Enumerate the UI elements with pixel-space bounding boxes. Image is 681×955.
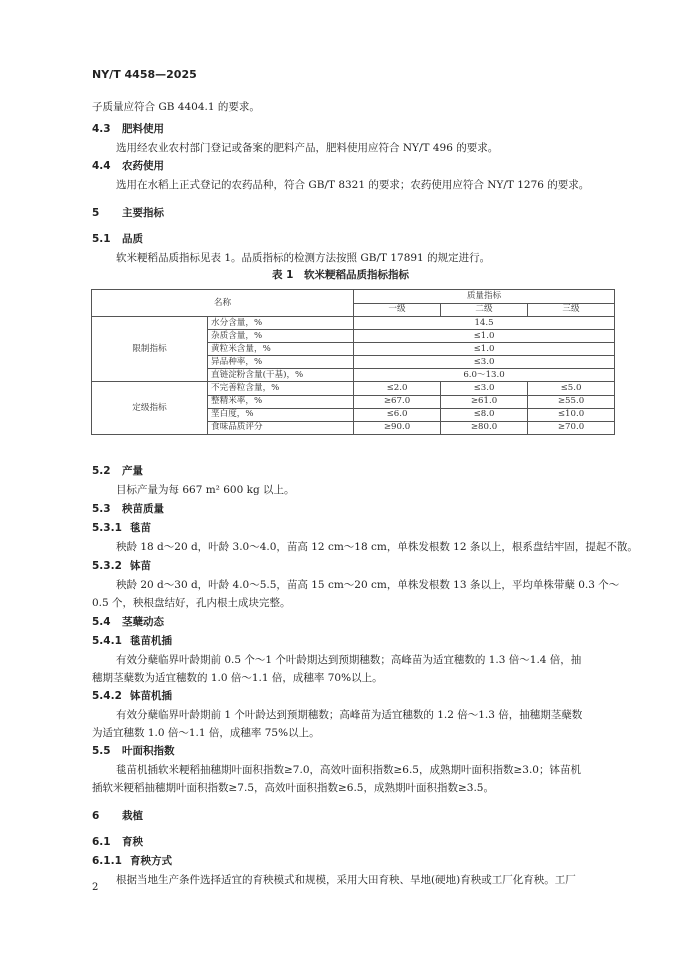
paragraph-line: 有效分蘖临界叶龄期前 0.5 个～1 个叶龄期达到预期穗数；高峰苗为适宜穗数的 1.3 倍～1.4 倍，抽 (116, 654, 582, 666)
indicator-name-cell: 不完善粒含量，% (208, 382, 354, 395)
indicator-value-cell: ≥55.0 (528, 395, 615, 408)
section-title: 育秧 (122, 836, 143, 848)
section-title: 毯苗 (130, 522, 151, 534)
section-number: 5.3.2 (92, 560, 122, 572)
header-name-cell: 名称 (92, 290, 354, 317)
indicator-value-cell: 6.0～13.0 (354, 369, 615, 382)
section-heading-5-2 (92, 463, 143, 478)
indicator-value-cell: ≥61.0 (441, 395, 528, 408)
header-grade-cell: 三级 (528, 303, 615, 317)
indicator-value-cell: ≤3.0 (354, 356, 615, 369)
section-heading-4-3 (92, 121, 164, 136)
section-number: 5.3 (92, 503, 111, 515)
indicator-value-cell: 14.5 (354, 317, 615, 330)
paragraph-line: 软米粳稻品质指标见表 1。品质指标的检测方法按照 GB/T 17891 的规定进行。 (116, 252, 491, 264)
section-title: 农药使用 (122, 160, 164, 172)
header-grade-cell: 二级 (441, 303, 528, 317)
section-number: 4.3 (92, 123, 111, 135)
paragraph-line: 毯苗机插软米粳稻抽穗期叶面积指数≥7.0，高效叶面积指数≥6.5，成熟期叶面积指数≥3.0；钵苗机 (116, 764, 581, 776)
indicator-value-cell: ≤6.0 (354, 408, 441, 421)
group-label-cell: 定级指标 (92, 382, 208, 434)
indicator-value-cell: ≤2.0 (354, 382, 441, 395)
section-heading-5-4 (92, 614, 164, 629)
paragraph-line: 0.5 个，秧根盘结好，孔内根土成块完整。 (92, 597, 291, 609)
section-number: 6.1.1 (92, 855, 122, 867)
section-heading-6-1 (92, 834, 143, 849)
paragraph-line: 目标产量为每 667 m² 600 kg 以上。 (116, 484, 295, 496)
section-heading-6-1-1 (92, 853, 172, 868)
section-number: 5.3.1 (92, 522, 122, 534)
section-heading-5-3 (92, 501, 164, 516)
paragraph-line: 选用经农业农村部门登记或备案的肥料产品，肥料使用应符合 NY/T 496 的要求。 (116, 142, 499, 154)
section-title: 栽植 (122, 810, 143, 822)
section-title: 产量 (122, 465, 143, 477)
section-number: 5.2 (92, 465, 111, 477)
section-number: 6 (92, 810, 100, 822)
section-number: 4.4 (92, 160, 111, 172)
section-title: 钵苗机插 (130, 690, 172, 702)
indicator-value-cell: ≤1.0 (354, 343, 615, 356)
indicator-value-cell: ≤8.0 (441, 408, 528, 421)
indicator-value-cell: ≥80.0 (441, 421, 528, 434)
section-title: 秧苗质量 (122, 503, 164, 515)
indicator-name-cell: 水分含量，% (208, 317, 354, 330)
section-heading-4-4 (92, 158, 164, 173)
section-number: 5 (92, 207, 100, 219)
section-title: 主要指标 (122, 207, 164, 219)
indicator-value-cell: ≤5.0 (528, 382, 615, 395)
paragraph-line: 秧龄 18 d～20 d，叶龄 3.0～4.0，苗高 12 cm～18 cm，单株发根数 12 条以上，根系盘结牢固，提起不散。 (116, 541, 638, 553)
section-title: 钵苗 (130, 560, 151, 572)
section-number: 5.5 (92, 745, 111, 757)
indicator-value-cell: ≤10.0 (528, 408, 615, 421)
table-row (92, 317, 615, 330)
indicator-value-cell: ≥67.0 (354, 395, 441, 408)
paragraph-line: 插软米粳稻抽穗期叶面积指数≥7.5，高效叶面积指数≥6.5，成熟期叶面积指数≥3.5。 (92, 782, 494, 794)
section-heading-5-3-2 (92, 558, 151, 573)
paragraph-line: 选用在水稻上正式登记的农药品种，符合 GB/T 8321 的要求；农药使用应符合 NY/T 1276 的要求。 (116, 179, 590, 191)
page-number: 2 (92, 882, 99, 893)
section-heading-5-5 (92, 743, 175, 758)
indicator-name-cell: 异品种率，% (208, 356, 354, 369)
table-row (92, 382, 615, 395)
section-number: 5.1 (92, 233, 111, 245)
paragraph-line: 秧龄 20 d～30 d，叶龄 4.0～5.5，苗高 15 cm～20 cm，单株发根数 13 条以上，平均单株带蘖 0.3 个～ (116, 579, 620, 591)
section-title: 叶面积指数 (122, 745, 175, 757)
indicator-value-cell: ≤1.0 (354, 330, 615, 343)
section-heading-5-1 (92, 231, 143, 246)
indicator-value-cell: ≥90.0 (354, 421, 441, 434)
section-heading-6 (92, 808, 143, 823)
section-number: 5.4.2 (92, 690, 122, 702)
indicator-value-cell: ≥70.0 (528, 421, 615, 434)
quality-index-table (91, 289, 615, 435)
paragraph-line: 为适宜穗数 1.0 倍～1.1 倍，成穗率 75%以上。 (92, 727, 320, 739)
header-quality-cell: 质量指标 (354, 290, 615, 304)
indicator-name-cell: 垩白度，% (208, 408, 354, 421)
table-caption: 表 1 软米粳稻品质指标指标 (272, 269, 409, 281)
paragraph-line: 穗期茎蘖数为适宜穗数的 1.0 倍～1.1 倍，成穗率 70%以上。 (92, 672, 383, 684)
indicator-name-cell: 杂质含量，% (208, 330, 354, 343)
section-heading-5-4-2 (92, 688, 172, 703)
paragraph-line: 子质量应符合 GB 4404.1 的要求。 (92, 101, 260, 113)
section-title: 品质 (122, 233, 143, 245)
section-heading-5-4-1 (92, 633, 172, 648)
section-heading-5 (92, 205, 164, 220)
indicator-name-cell: 食味品质评分 (208, 421, 354, 434)
section-title: 毯苗机插 (130, 635, 172, 647)
section-heading-5-3-1 (92, 520, 151, 535)
section-number: 5.4 (92, 616, 111, 628)
section-title: 肥料使用 (122, 123, 164, 135)
section-title: 育秧方式 (130, 855, 172, 867)
indicator-name-cell: 直链淀粉含量(干基)，% (208, 369, 354, 382)
section-number: 6.1 (92, 836, 111, 848)
paragraph-line: 有效分蘖临界叶龄期前 1 个叶龄达到预期穗数；高峰苗为适宜穗数的 1.2 倍～1.3 倍，抽穗期茎蘖数 (116, 709, 583, 721)
indicator-name-cell: 整精米率，% (208, 395, 354, 408)
section-number: 5.4.1 (92, 635, 122, 647)
paragraph-line: 根据当地生产条件选择适宜的育秧模式和规模，采用大田育秧、旱地(硬地)育秧或工厂化育秧。工厂 (116, 874, 576, 886)
section-title: 茎蘖动态 (122, 616, 164, 628)
header-grade-cell: 一级 (354, 303, 441, 317)
indicator-value-cell: ≤3.0 (441, 382, 528, 395)
indicator-name-cell: 黄粒米含量，% (208, 343, 354, 356)
group-label-cell: 限制指标 (92, 317, 208, 382)
standard-code-header: NY/T 4458—2025 (92, 68, 197, 81)
